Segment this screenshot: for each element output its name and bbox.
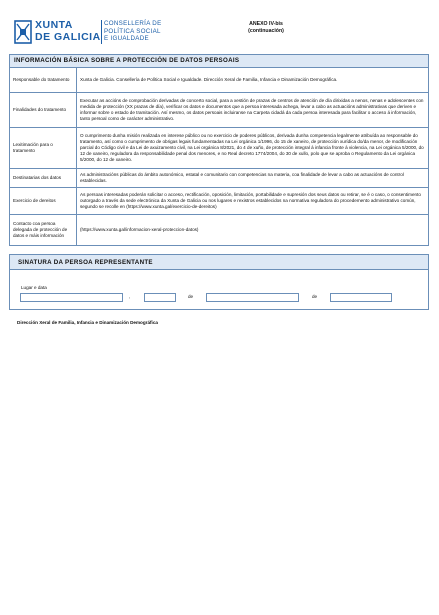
logo-line-2: DE GALICIA xyxy=(35,31,101,43)
row-label: Destinatarias dos datos xyxy=(10,169,77,188)
footer-text: Dirección Xeral de Familia, Infancia e Dinamización Demográfica xyxy=(17,320,158,325)
row-text: As persoas interesadas poderán solicitar o acceso, rectificación, oposición, limitación, portabilidade e supresión dos seus datos ou retirar, se é o caso, o consentimento outorgado a través da sede electrónica da Xunta de Galicia ou nos lugares e rexistros establecidos na normativa reguladora do procedemento administrativo común, segundo se recolle en (https://www.xunta.gal/exercicio-de-dereitos) xyxy=(77,188,429,215)
table-row xyxy=(10,215,429,246)
row-label: Lexitimación para o tratamento xyxy=(10,128,77,169)
year-field[interactable] xyxy=(330,293,392,302)
comma-separator: , xyxy=(129,294,131,299)
row-label: Finalidades do tratamento xyxy=(10,93,77,128)
row-text: Executar as accións de comprobación derivadas de concerto social, para a xestión de prazas de centros de atención de día dirixidas a nenos, nenas e adolescentes con medida de protección (XX prazas de día), verificar os datos e documentos que a persoa interesada achega, levar a cabo as actuacións administrativas que deriven e informar sobre o estado de tramitación. Así mesmo, os datos persoais incluiranse na Carpeta cidadá da cada persoa interesada para facilitar o acceso á información, tanto persoal como de carácter administrativo. xyxy=(77,93,429,128)
logo-wordmark xyxy=(35,19,101,43)
annex-title xyxy=(226,21,306,35)
xunta-logo xyxy=(14,18,179,48)
row-label: Exercicio de dereitos xyxy=(10,188,77,215)
row-text: O cumprimento dunha misión realizada en interese público ou no exercicio de poderes públicos, derivada dunha competencia legalmente atribuída ao responsable do tratamento, así como o cumprimento de obrigas legais fundamentadas na Lei orgánica 1/1996, do 15 de xaneiro, de protección xurídica do/da menor, de modificación parcial do Código civil e da Lei de axuizamento civil, na Lei orgánica 8/2021, do 4 de xuño, de protección integral á infancia fronte á violencia, na Lei orgánica 5/2000, do 12 de xaneiro, reguladora da responsabilidade penal dos menores, e no Real decreto 1774/2004, do 30 de xullo, polo que se aproba o Regulamento da Lei orgánica 5/2000, do 12 de xaneiro. xyxy=(77,128,429,169)
logo-divider xyxy=(101,20,102,44)
row-text: Xunta de Galicia. Consellería de Política Social e Igualdade. Dirección Xeral de Familia, Infancia e Dinamización Demográfica. xyxy=(77,68,429,93)
page-header xyxy=(14,18,426,48)
row-text: As administracións públicas do ámbito autonómico, estatal e comunitario con competencias na materia, coa finalidade de levar a cabo as actuacións de control establecidas. xyxy=(77,169,429,188)
dept-line-3: E IGUALDADE xyxy=(104,35,149,43)
table-row xyxy=(10,128,429,169)
table-row xyxy=(10,169,429,188)
annex-subtitle: (continuación) xyxy=(248,28,284,34)
data-protection-table xyxy=(9,54,429,246)
row-label: Responsable do tratamento xyxy=(10,68,77,93)
annex-name: ANEXO IV-bis xyxy=(249,21,283,27)
signature-section xyxy=(9,254,429,310)
dept-line-1: CONSELLERÍA DE xyxy=(104,20,162,27)
row-label: Contacto coa persoa delegada de protección de datos e máis información xyxy=(10,215,77,246)
day-field[interactable] xyxy=(144,293,176,302)
department-name xyxy=(104,20,162,43)
dept-line-2: POLÍTICA SOCIAL xyxy=(104,27,161,35)
table-row xyxy=(10,188,429,215)
logo-line-1: XUNTA xyxy=(35,19,73,31)
de-separator-1: de xyxy=(188,294,194,299)
month-field[interactable] xyxy=(206,293,299,302)
place-field[interactable] xyxy=(20,293,123,302)
de-separator-2: de xyxy=(312,294,318,299)
row-text: (https://www.xunta.gal/informacion-xeral-proteccion-datos) xyxy=(77,215,429,246)
data-protection-title: INFORMACIÓN BÁSICA SOBRE A PROTECCIÓN DE DATOS PERSOAIS xyxy=(10,55,429,68)
xunta-emblem-icon xyxy=(14,20,32,44)
signature-title: SINATURA DA PERSOA REPRESENTANTE xyxy=(18,259,153,266)
table-row xyxy=(10,93,429,128)
place-date-label: Lugar e data xyxy=(21,285,47,290)
table-row xyxy=(10,68,429,93)
